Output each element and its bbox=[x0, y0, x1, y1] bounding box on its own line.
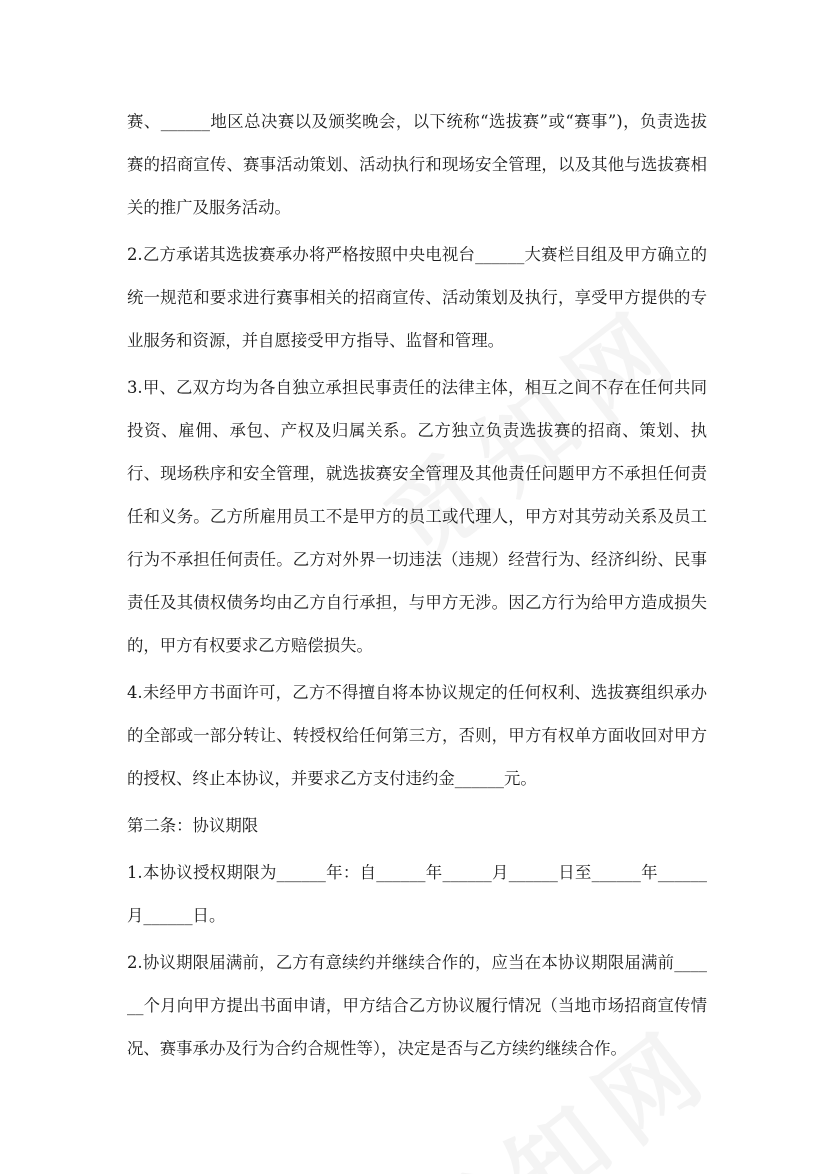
paragraph-clause-2: 2.乙方承诺其选拔赛承办将严格按照中央电视台______大赛栏目组及甲方确立的统一规范和要求进行赛事相关的招商宣传、活动策划及执行，享受甲方提供的专业服务和资源，并自愿接受甲方指导、监督和管理。 bbox=[127, 245, 707, 350]
paragraph-clause-3: 3.甲、乙双方均为各自独立承担民事责任的法律主体，相互之间不存在任何共同投资、雇佣、承包、产权及归属关系。乙方独立负责选拔赛的招商、策划、执行、现场秩序和安全管理，就选拔赛安全管理及其他责任问题甲方不承担任何责任和义务。乙方所雇用员工不是甲方的员工或代理人，甲方对其劳动关系及员工行为不承担任何责任。乙方对外界一切违法（违规）经营行为、经济纠纷、民事责任及其债权债务均由乙方自行承担，与甲方无涉。因乙方行为给甲方造成损失的，甲方有权要求乙方赔偿损失。 bbox=[127, 378, 707, 655]
document-body bbox=[127, 100, 707, 1074]
paragraph-continuation: 赛、______地区总决赛以及颁奖晚会，以下统称“选拔赛”或“赛事”)，负责选拔赛的招商宣传、赛事活动策划、活动执行和现场安全管理，以及其他与选拔赛相关的推广及服务活动。 bbox=[127, 112, 707, 217]
section-heading-term: 第二条：协议期限 bbox=[127, 816, 259, 835]
paragraph-term-1: 1.本协议授权期限为______年：自______年______月______日至______年______月______日。 bbox=[127, 863, 707, 925]
paragraph-clause-4: 4.未经甲方书面许可，乙方不得擅自将本协议规定的任何权利、选拔赛组织承办的全部或一部分转让、转授权给任何第三方，否则，甲方有权单方面收回对甲方的授权、终止本协议，并要求乙方支付违约金______元。 bbox=[127, 683, 707, 788]
paragraph-term-2: 2.协议期限届满前，乙方有意续约并继续合作的，应当在本协议期限届满前______个月向甲方提出书面申请，甲方结合乙方协议履行情况（当地市场招商宣传情况、赛事承办及行为合约合规性等），决定是否与乙方续约继续合作。 bbox=[127, 953, 707, 1058]
